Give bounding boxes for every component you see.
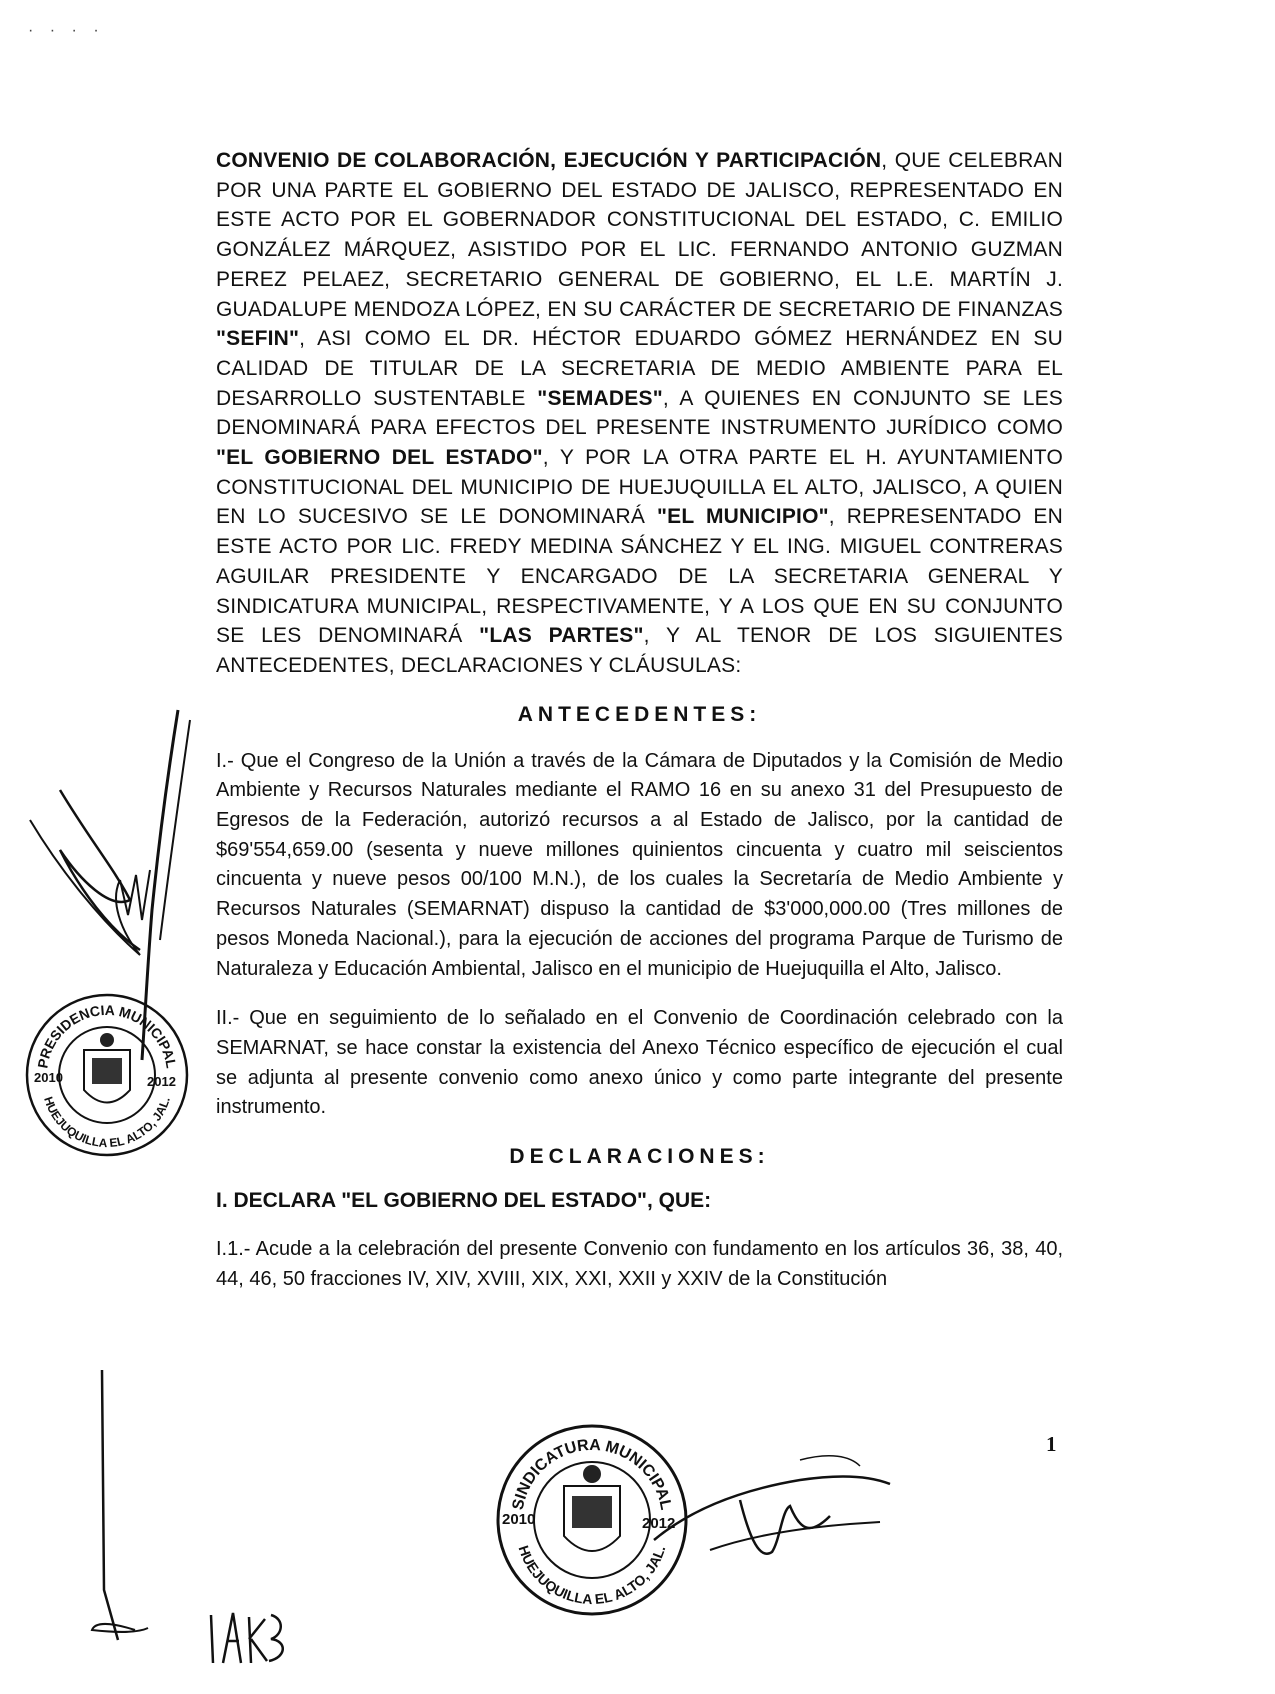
left-seal-bottom-text: HUEJUQUILLA EL ALTO, JAL. — [41, 1094, 173, 1151]
bottom-seal-year-left: 2010 — [502, 1511, 536, 1528]
document-body — [216, 146, 1063, 1315]
left-seal-top-text: PRESIDENCIA MUNICIPAL — [34, 1001, 180, 1070]
intro-paragraph — [216, 146, 1063, 681]
scan-specks: · · · · — [28, 22, 105, 39]
initials-signature — [205, 1605, 295, 1675]
bottom-left-signature — [90, 1360, 170, 1660]
intro-bold-gobierno: "EL GOBIERNO DEL ESTADO" — [216, 446, 543, 470]
intro-bold-municipio: "EL MUNICIPIO" — [657, 505, 829, 529]
presidencia-seal — [22, 990, 192, 1165]
intro-text-4: , Y POR LA OTRA PARTE EL H. AYUNTAMIENTO CONSTITUCIONAL DEL MUNICIPIO DE HUEJUQUILLA EL ALTO, JALISCO, A QUIEN EN LO SUCESIVO SE LE DONOMINARÁ — [216, 446, 1063, 529]
antecedente-1: I.- Que el Congreso de la Unión a través de la Cámara de Diputados y la Comisión de Medio Ambiente y Recursos Naturales mediante el RAMO 16 en su anexo 31 del Presupuesto de Egresos de la Federación, autorizó recursos a al Estado de Jalisco, por la cantidad de $69'554,659.00 (sesenta y nueve millones quinientos cincuenta y cuatro mil seiscientos cincuenta y nueve pesos 00/100 M.N.), de los cuales la Secretaría de Medio Ambiente y Recursos Naturales (SEMARNAT) dispuso la cantidad de $3'000,000.00 (Tres millones de pesos Moneda Nacional.), para la ejecución de acciones del programa Parque de Turismo de Naturaleza y Educación Ambiental, Jalisco en el municipio de Huejuquilla el Alto, Jalisco. — [216, 749, 1063, 980]
agreement-title: CONVENIO DE COLABORACIÓN, EJECUCIÓN Y PARTICIPACIÓN — [216, 149, 882, 172]
antecedentes-heading: ANTECEDENTES: — [517, 702, 762, 726]
intro-bold-sefin: "SEFIN" — [216, 327, 300, 351]
intro-bold-partes: "LAS PARTES" — [479, 624, 644, 648]
left-seal-year-left: 2010 — [34, 1070, 63, 1085]
intro-bold-semades: "SEMADES" — [537, 386, 663, 410]
declaraciones-heading: DECLARACIONES: — [509, 1145, 770, 1169]
declaraciones-subheading: I. DECLARA "EL GOBIERNO DEL ESTADO", QUE: — [216, 1189, 712, 1213]
intro-text-5: , REPRESENTADO EN ESTE ACTO POR LIC. FREDY MEDINA SÁNCHEZ Y EL ING. MIGUEL CONTRERAS AGUILAR PRESIDENTE Y ENCARGADO DE LA SECRETARIA GENERAL Y SINDICATURA MUNICIPAL, RESPECTIVAMENTE, Y A LOS QUE EN SU CONJUNTO SE LES DENOMINARÁ — [216, 505, 1064, 648]
intro-text-1: , QUE CELEBRAN POR UNA PARTE EL GOBIERNO DEL ESTADO DE JALISCO, REPRESENTADO EN ESTE ACTO POR EL GOBERNADOR CONSTITUCIONAL DEL ESTADO, C. EMILIO GONZÁLEZ MÁRQUEZ, ASISTIDO POR EL LIC. FERNANDO ANTONIO GUZMAN PEREZ PELAEZ, SECRETARIO GENERAL DE GOBIERNO, EL L.E. MARTÍN J. GUADALUPE MENDOZA LÓPEZ, EN SU CARÁCTER DE SECRETARIO DE FINANZAS — [216, 149, 1064, 321]
bottom-seal-top-text: SINDICATURA MUNICIPAL — [509, 1436, 675, 1512]
left-seal-year-right: 2012 — [147, 1074, 176, 1089]
page-number: 1 — [1046, 1432, 1057, 1456]
declaracion-1-1: I.1.- Acude a la celebración del presente Convenio con fundamento en los artículos 36, 38, 40, 44, 46, 50 fracciones IV, XIV, XVIII, XIX, XXI, XXII y XXIV de la Constitución — [216, 1238, 1063, 1290]
bottom-right-signature — [650, 1440, 910, 1580]
bottom-seal-year-right: 2012 — [642, 1515, 676, 1532]
bottom-seal-bottom-text: HUEJUQUILLA EL ALTO, JAL. — [515, 1543, 669, 1608]
intro-text-3: , A QUIENES EN CONJUNTO SE LES DENOMINARÁ PARA EFECTOS DEL PRESENTE INSTRUMENTO JURÍDICO COMO — [216, 386, 1063, 440]
intro-text-2: , ASI COMO EL DR. HÉCTOR EDUARDO GÓMEZ HERNÁNDEZ EN SU CALIDAD DE TITULAR DE LA SECRETARIA DE MEDIO AMBIENTE PARA EL DESARROLLO SUSTENTABLE — [216, 327, 1063, 410]
intro-text-6: , Y AL TENOR DE LOS SIGUIENTES ANTECEDENTES, DECLARACIONES Y CLÁUSULAS: — [216, 624, 1063, 677]
antecedente-2: II.- Que en seguimiento de lo señalado en el Convenio de Coordinación celebrado con la SEMARNAT, se hace constar la existencia del Anexo Técnico específico de ejecución el cual se adjunta al presente convenio como anexo único y como parte integrante del presente instrumento. — [216, 1007, 1063, 1119]
